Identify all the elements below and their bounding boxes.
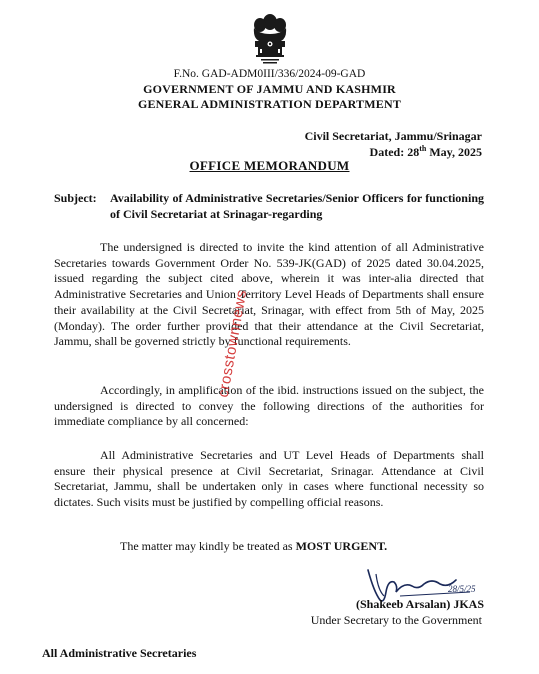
subject-label: Subject: — [54, 191, 97, 205]
body-paragraph: The undersigned is directed to invite the kind attention of all Administrative Secretaries towards Government Order No. 539-JK(GAD) of 2025 dated 30.04.2025, issued regarding the subject cited above, wherein it was inter-alia directed that Administrative Secretaries and Union Territory Level Heads of Departments shall ensure their availability at the Civil Secretariat, Srinagar, with effect from 5th of May, 2025 (Monday). The order further provided that their attendance at the Civil Secretariat, Jammu, shall be governed strictly by functional requirements. — [54, 240, 484, 349]
issue-date: Dated: 28th May, 2025 — [369, 144, 482, 159]
subject-block — [54, 190, 484, 222]
government-heading: GOVERNMENT OF JAMMU AND KASHMIR — [143, 82, 396, 96]
signatory-name: (Shakeeb Arsalan) JKAS — [355, 597, 484, 611]
addressee: All Administrative Secretaries — [42, 646, 197, 660]
signatory-designation: Under Secretary to the Government — [310, 613, 482, 627]
body-paragraph: All Administrative Secretaries and UT Level Heads of Departments shall ensure their physical presence at Civil Secretariat, Srinagar. Attendance at Civil Secretariat, Jammu, shall be undertaken only in cases where functional necessity so dictates. Such visits must be justified by compelling official reasons. — [54, 448, 484, 510]
issue-place: Civil Secretariat, Jammu/Srinagar — [304, 129, 482, 143]
watermark-text: crosstownnews — [214, 288, 251, 399]
signature-date: 28/5/25 — [448, 584, 476, 594]
national-emblem-icon — [241, 8, 299, 66]
body-paragraph: Accordingly, in amplification of the ibid. instructions issued on the subject, the undersigned is directed to convey the following directions of the authorities for immediate compliance by all concerned: — [54, 383, 484, 429]
department-heading: GENERAL ADMINISTRATION DEPARTMENT — [137, 97, 402, 111]
urgency-line: The matter may kindly be treated as MOST URGENT. — [120, 539, 388, 553]
document-title: OFFICE MEMORANDUM — [189, 158, 350, 173]
file-number: F.No. GAD-ADM0III/336/2024-09-GAD — [173, 68, 366, 80]
subject-text: Availability of Administrative Secretaries/Senior Officers for functioning of Civil Secretariat at Srinagar-regarding — [110, 191, 484, 221]
